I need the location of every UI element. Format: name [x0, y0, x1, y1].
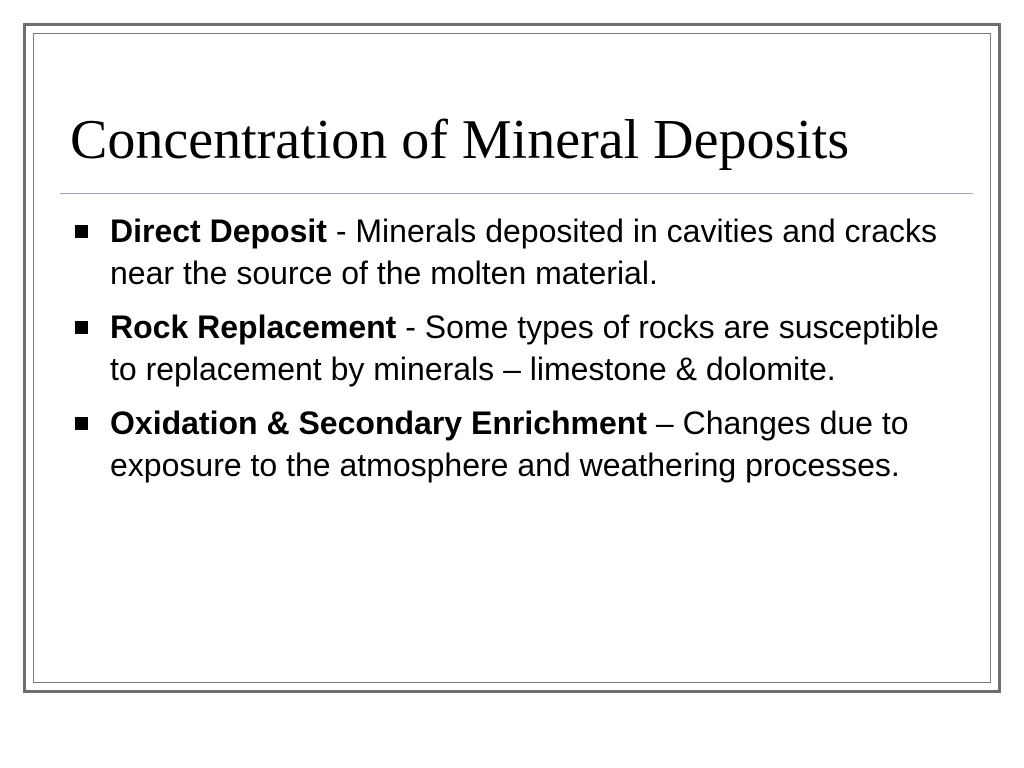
bullet-item-direct-deposit: [70, 210, 970, 294]
bullet-item-oxidation: [70, 402, 970, 486]
bullet-term: Rock Replacement: [110, 309, 397, 345]
square-bullet-icon: [75, 225, 88, 238]
bullet-list: [70, 210, 970, 498]
square-bullet-icon: [75, 417, 88, 430]
bullet-text: - Some types of rocks are susceptible to replacement by minerals – limestone & dolomite.: [110, 309, 939, 387]
bullet-item-rock-replacement: [70, 306, 970, 390]
square-bullet-icon: [75, 321, 88, 334]
bullet-term: Oxidation & Secondary Enrichment: [110, 405, 647, 441]
bullet-text: - Minerals deposited in cavities and cracks near the source of the molten material.: [110, 213, 937, 291]
title-divider: [60, 193, 973, 194]
bullet-text: – Changes due to exposure to the atmosphere and weathering processes.: [110, 405, 909, 483]
bullet-term: Direct Deposit: [110, 213, 327, 249]
slide-title: Concentration of Mineral Deposits: [70, 109, 850, 171]
